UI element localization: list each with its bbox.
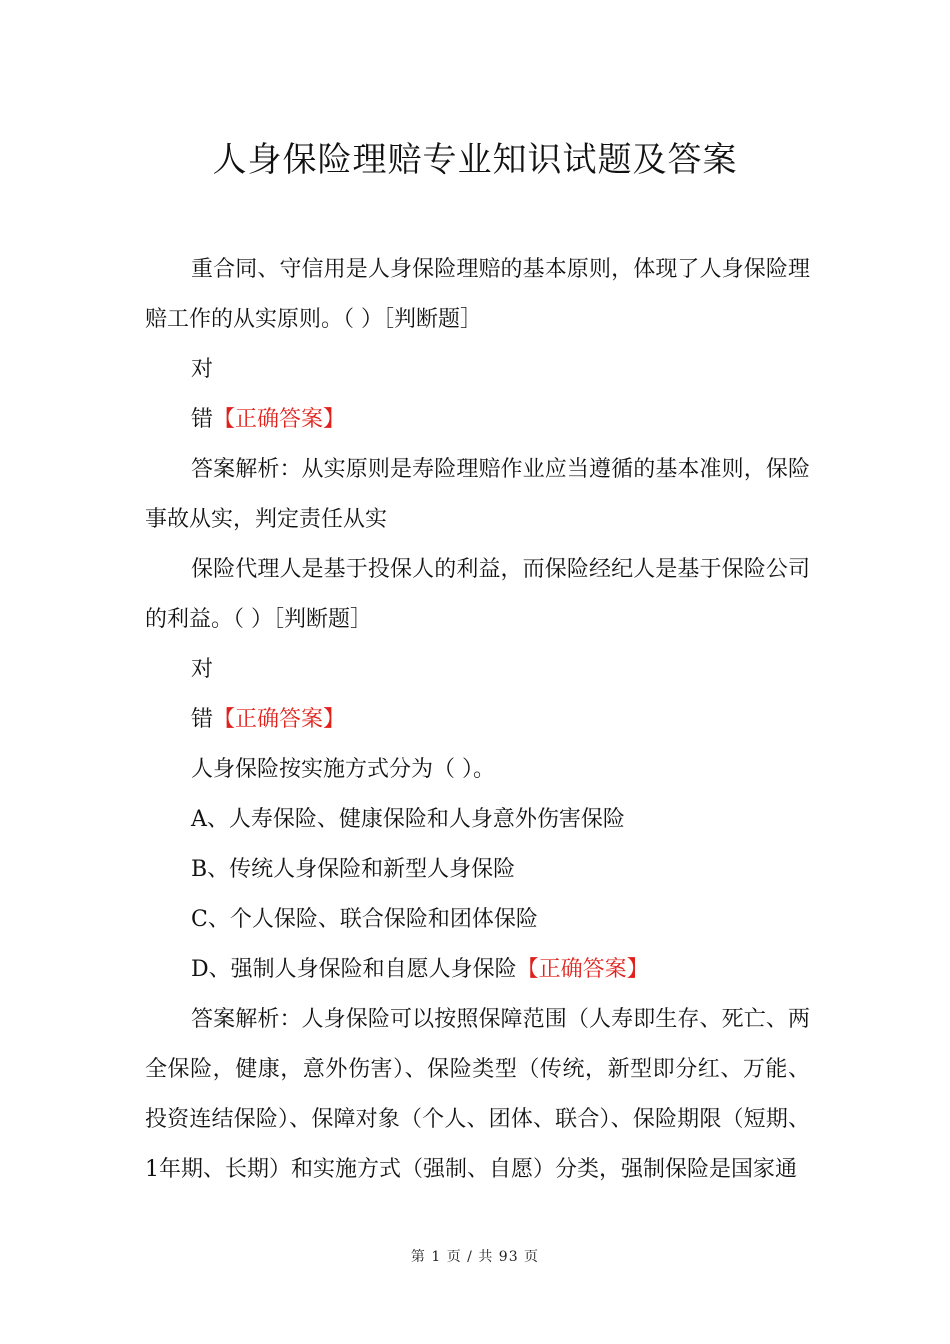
page-footer: 第 1 页 / 共 93 页 [410,1249,540,1265]
correct-answer-tag: 【正确答案】 [516,957,649,982]
question-2-option-b [145,695,810,745]
option-text: 错 [191,707,214,732]
question-3-analysis: 答案解析：人身保险可以按照保障范围（人寿即生存、死亡、两全保险，健康，意外伤害）、保险类型（传统，新型即分红、万能、投资连结保险）、保障对象（个人、团体、联合）、保险期限（短期、1年期、长期）和实施方式（强制、自愿）分类，强制保险是国家通 [145,1007,810,1182]
question-2-stem: 保险代理人是基于投保人的利益，而保险经纪人是基于保险公司的利益。（ ）［判断题］ [145,557,810,632]
document-body [145,245,810,1195]
document-title: 人身保险理赔专业知识试题及答案 [212,140,738,180]
question-1-option-a: 对 [191,357,214,382]
question-3-option-b: B、传统人身保险和新型人身保险 [191,857,516,882]
question-3-option-c: C、个人保险、联合保险和团体保险 [191,907,538,932]
option-text: D、强制人身保险和自愿人身保险 [191,957,517,982]
question-3-option-a: A、人寿保险、健康保险和人身意外伤害保险 [191,807,625,832]
question-1-analysis: 答案解析：从实原则是寿险理赔作业应当遵循的基本准则，保险事故从实，判定责任从实 [145,457,810,532]
option-text: 错 [191,407,214,432]
question-3-stem: 人身保险按实施方式分为（ ）。 [191,757,495,782]
question-3-option-d [145,945,810,995]
question-1-stem: 重合同、守信用是人身保险理赔的基本原则，体现了人身保险理赔工作的从实原则。（ ）［判断题］ [145,257,810,332]
correct-answer-tag: 【正确答案】 [213,707,346,732]
correct-answer-tag: 【正确答案】 [213,407,346,432]
question-1-option-b [145,395,810,445]
question-2-option-a: 对 [191,657,214,682]
